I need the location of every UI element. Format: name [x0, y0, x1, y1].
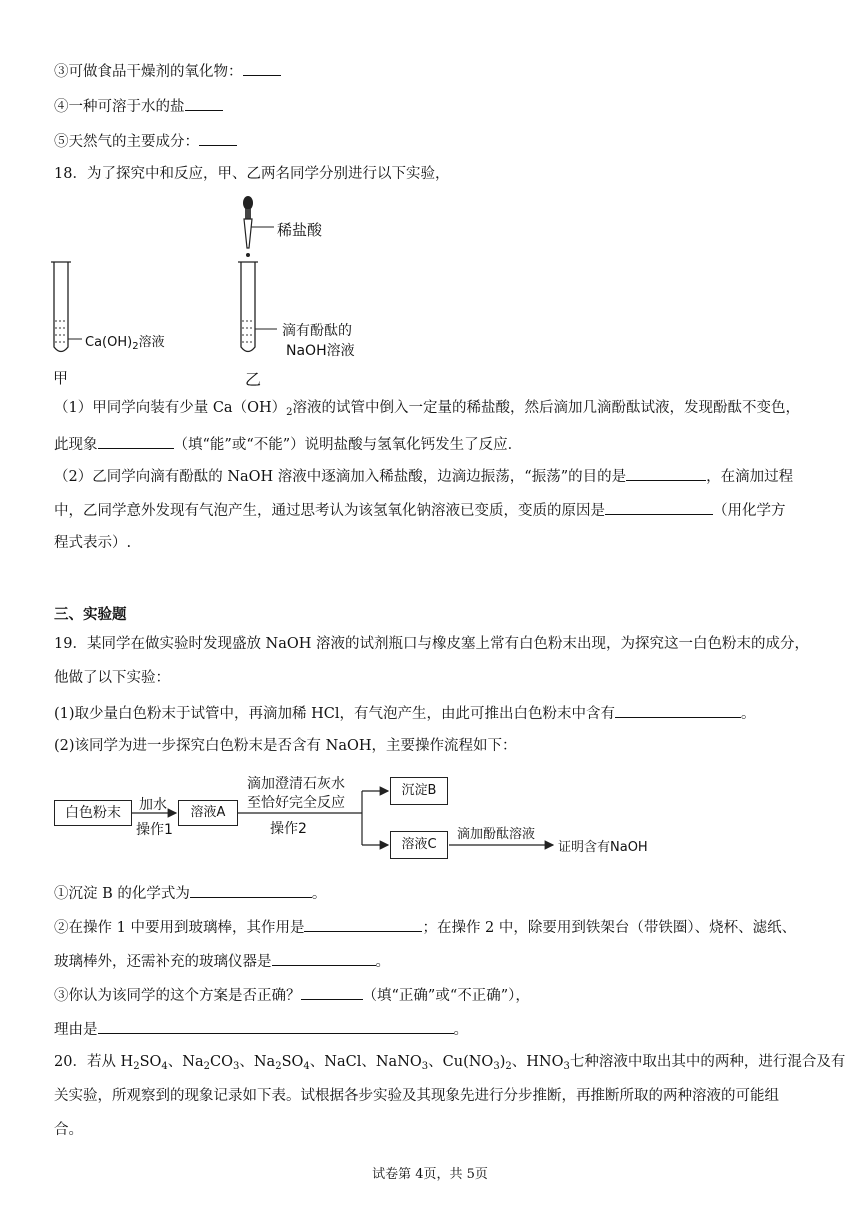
answer-blank[interactable]: [98, 433, 174, 449]
q19-sub2-line2: 玻璃棒外，还需补充的玻璃仪器是 。: [54, 950, 390, 972]
flow-sol-a-box: 溶液A: [178, 800, 238, 826]
answer-blank[interactable]: [190, 882, 312, 898]
q17-item5: ⑤天然气的主要成分：: [54, 130, 237, 152]
q19-stem-1: 19．某同学在做实验时发现盛放 NaOH 溶液的试剂瓶口与橡皮塞上常有白色粉末出现，为探究这一白色粉末的成分，: [54, 636, 810, 652]
q19-part2: (2)该同学为进一步探究白色粉末是否含有 NaOH，主要操作流程如下：: [54, 738, 517, 754]
caption-b: 乙: [245, 370, 262, 389]
q18-part2-line2: 中，乙同学意外发现有气泡产生，通过思考认为该氢氧化钠溶液已变质，变质的原因是 （用化学方: [54, 499, 786, 521]
answer-blank[interactable]: [605, 499, 713, 515]
q19-sub3-line2: 理由是 。: [54, 1018, 468, 1040]
q18-part1-line2: 此现象 （填“能”或“不能”）说明盐酸与氢氧化钙发生了反应．: [54, 433, 522, 455]
answer-blank[interactable]: [243, 60, 281, 76]
answer-blank[interactable]: [304, 916, 422, 932]
q17-item4: ④一种可溶于水的盐: [54, 95, 223, 117]
q19-part1: (1)取少量白色粉末于试管中，再滴加稀 HCl，有气泡产生，由此可推出白色粉末中含有 。: [54, 702, 756, 724]
flow-ppt-b-box: 沉淀B: [390, 777, 448, 805]
answer-blank[interactable]: [301, 984, 363, 1000]
q19-sub2-line1: ②在操作 1 中要用到玻璃棒，其作用是 ；在操作 2 中，除要用到铁架台（带铁圈）、烧杯、滤纸、: [54, 916, 796, 938]
answer-blank[interactable]: [615, 702, 741, 718]
q20-line3: 合。: [54, 1122, 83, 1138]
acid-label: 稀盐酸: [277, 221, 323, 239]
q18-stem: 18．为了探究中和反应，甲、乙两名同学分别进行以下实验，: [54, 166, 450, 182]
q18-part2-line1: （2）乙同学向滴有酚酞的 NaOH 溶液中逐滴加入稀盐酸，边滴边振荡，“振荡”的目的是 ，在滴加过程: [54, 465, 793, 487]
flow-step2-top-1: 滴加澄清石灰水: [247, 776, 345, 792]
tube-b-label-1: 滴有酚酞的: [282, 323, 352, 339]
test-tube-figure: [40, 190, 400, 390]
flow-step3: 滴加酚酞溶液: [457, 827, 536, 842]
test-tube-a: [51, 262, 82, 352]
q19-sub1: ①沉淀 B 的化学式为 。: [54, 882, 326, 904]
q18-part1-line1: （1）甲同学向装有少量 $Ca(OH)_2$溶液的试管中倒入一定量的稀盐酸，然后滴加几滴酚酞试液，发现酚酞不变色，: [54, 400, 800, 418]
q19-sub3-line1: ③你认为该同学的这个方案是否正确？ （填“正确”或“不正确”），: [54, 984, 530, 1006]
answer-blank[interactable]: [185, 95, 223, 111]
flow-step1-bottom: 操作1: [136, 822, 173, 838]
flow-sol-c-box: 溶液C: [390, 831, 448, 859]
flow-step1-top: 加水: [139, 797, 167, 813]
flow-step2-bottom: 操作2: [270, 821, 307, 837]
dropper: [243, 196, 274, 257]
test-tube-b: [238, 262, 277, 352]
q20-line1: 20．若从 $H_2SO_4$、$Na_2CO_3$、$Na_2SO_4$、NaCl、NaNO$_3$、$Cu(NO_3)_2$、$HNO_3$七种溶液中取出其中的两种，进行混合及有: [54, 1054, 846, 1072]
tube-a-label: $Ca(OH)_2$溶液: [85, 335, 165, 352]
answer-blank[interactable]: [98, 1018, 454, 1034]
answer-blank[interactable]: [626, 465, 706, 481]
q17-item3: ③可做食品干燥剂的氧化物：: [54, 60, 281, 82]
caption-a: 甲: [53, 369, 69, 387]
q19-stem-2: 他做了以下实验：: [54, 670, 170, 686]
page-footer: 试卷第 4页，共 5页: [372, 1167, 488, 1182]
answer-blank[interactable]: [199, 130, 237, 146]
flow-step2-top-2: 至恰好完全反应: [247, 795, 345, 811]
q20-line2: 关实验，所观察到的现象记录如下表。试根据各步实验及其现象先进行分步推断，再推断所取的两种溶液的可能组: [54, 1088, 779, 1104]
tube-b-label-2: NaOH溶液: [286, 343, 355, 359]
section-title: 三、实验题: [54, 607, 127, 623]
flow-result: 证明含有NaOH: [558, 840, 648, 855]
answer-blank[interactable]: [272, 950, 376, 966]
q18-part2-line3: 程式表示）.: [54, 535, 132, 551]
flow-start-box: 白色粉末: [54, 800, 132, 826]
